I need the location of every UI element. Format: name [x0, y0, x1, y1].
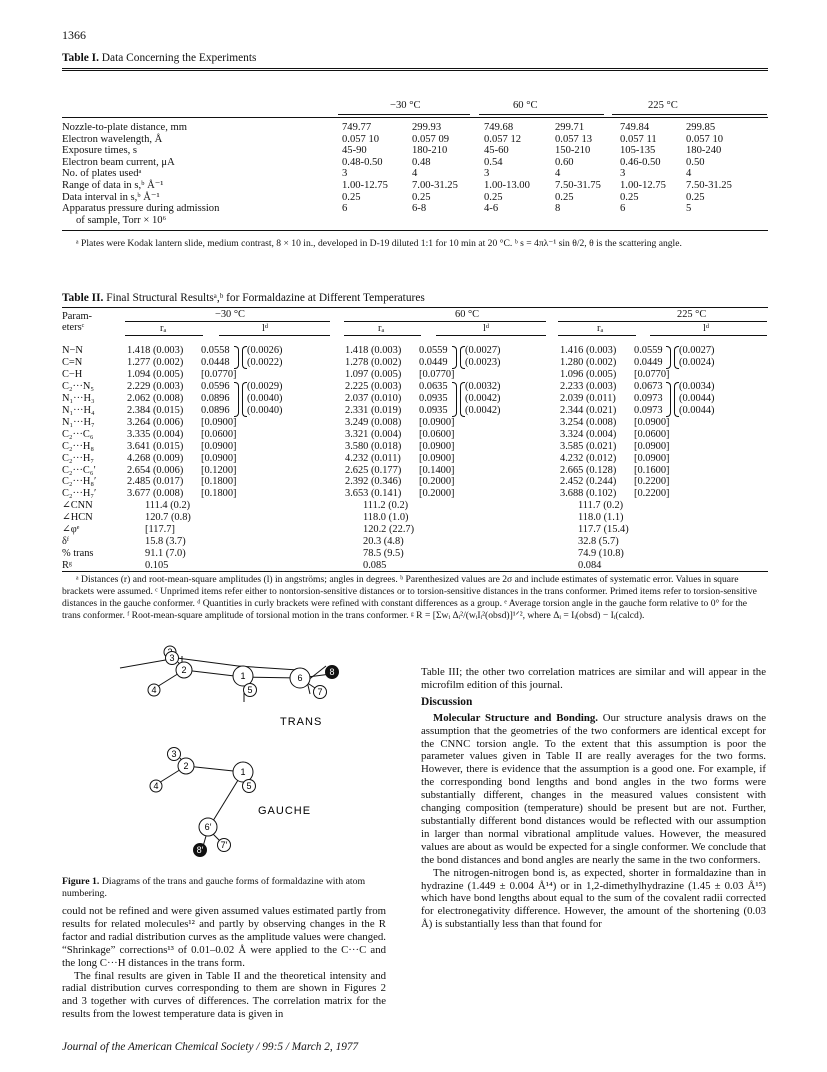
- table2-cell-ra: 32.8 (5.7): [578, 536, 619, 548]
- table2-brace-right: [234, 346, 239, 369]
- table2-brace-value: (0.0042): [465, 404, 501, 416]
- table1-cell: 7.50-31.75: [555, 180, 601, 191]
- table2-brace-right: [452, 346, 457, 369]
- table1-cell: 0.48-0.50: [342, 156, 383, 168]
- figure1-molecules: [140, 650, 400, 860]
- table2-cell-ra: 91.1 (7.0): [145, 548, 186, 560]
- table2-cell-ra: [117.7]: [145, 524, 175, 536]
- table2-cell-l: 0.0673: [634, 380, 663, 392]
- table1-temp-header: −30 °C: [390, 100, 421, 111]
- table2-param: C₂···C₆: [62, 428, 94, 440]
- table2-param: N₁···H₄: [62, 404, 95, 416]
- discussion-paragraph-1-text: Our structure analysis draws on the assumption that the geometries of the two conformers are identical except for the CNNC torsion angle. To the extent that this assumption is poor the parameter values given in Table II are really averages for the two forms. However, there is evidence that the assumption is a good one. For example, if the corresponding bond lengths and bond angles in the two forms were substantially different, changes in the measured values consistent with changing composition (temperature) should be present but are not. Further, substantially different bond distances would be reflected with our assumption in larger than normal vibrational amplitude values. However, the measured values are about as would be expected for a single conformer. We conclude that the bond distances and bond angles are nearly the same in the two conformers.: [421, 711, 766, 866]
- table2-bottom-rule: [62, 571, 768, 572]
- table2-cell-l: [0.1200]: [201, 464, 237, 476]
- table1-row-label: Data interval in s,ᵇ Å⁻¹: [62, 191, 160, 203]
- table2-cell-l: 0.0973: [634, 392, 663, 404]
- table2-cell-ra: 3.688 (0.102): [560, 488, 617, 500]
- svg-text:6′: 6′: [204, 822, 212, 832]
- left-paragraph-2: The final results are given in Table II and the theoretical intensity and radial distribution curves corresponding to them are shown in Figures 2 and 3 together with curves of differences. The correlation matrix for the results from the lowest temperature data is given in: [62, 969, 386, 1021]
- table1-cell: 0.057 10: [342, 133, 380, 145]
- table2-brace-value: (0.0023): [465, 356, 501, 368]
- table2-brace-value: (0.0027): [679, 345, 715, 356]
- table2-param: C₂···H₇: [62, 452, 95, 464]
- table2-param: C₂···H₇′: [62, 488, 97, 500]
- table2-cell-l: [0.0900]: [419, 440, 455, 452]
- table2-cell-ra: 2.225 (0.003): [345, 380, 402, 392]
- table1-cell: 0.46-0.50: [620, 156, 661, 168]
- table2-header-rule: [344, 321, 546, 322]
- table2-param: C₂···H₈′: [62, 476, 97, 488]
- table2-param: Rᵍ: [62, 560, 73, 572]
- table1-cell: 1.00-13.00: [484, 180, 530, 191]
- table1-row-label: Apparatus pressure during admission: [62, 203, 220, 215]
- table1-cell: 0.057 12: [484, 133, 522, 145]
- table2-sub-header-ra: rₐ: [378, 323, 385, 334]
- table2-cell-ra: 0.084: [578, 560, 602, 572]
- right-column-text: [421, 666, 766, 931]
- table1-cell: 105-135: [620, 145, 656, 157]
- table2-cell-ra: 1.096 (0.005): [560, 368, 617, 380]
- table2-cell-ra: 74.9 (10.8): [578, 548, 624, 560]
- svg-text:2: 2: [183, 761, 189, 771]
- table1-cell: 6: [342, 203, 348, 215]
- table2-caption-text: Final Structural Resultsᵃ,ᵇ for Formaldazine at Different Temperatures: [106, 292, 425, 304]
- table2-sub-header-l: lᵈ: [262, 323, 269, 334]
- table2-cell-l: [0.0600]: [634, 428, 670, 440]
- discussion-paragraph-2: The nitrogen-nitrogen bond is, as expected, shorter in formaldazine than in hydrazine (1.449 ± 0.004 Å¹⁴) or in 1,2-dimethylhydrazine (1.45 ± 0.03 Å¹⁵) which have bond lengths about equal to the sum of the covalent radii corrected for electronegativity difference. However, the amount of the shortening (0.03 Å) is substantially less than that found for: [421, 866, 766, 931]
- table1-temp-header: 225 °C: [648, 100, 678, 111]
- svg-text:5: 5: [246, 781, 252, 791]
- table2-cell-ra: 117.7 (15.4): [578, 524, 629, 536]
- svg-text:7: 7: [317, 687, 323, 697]
- atom-4-gauche: [150, 780, 162, 792]
- svg-text:4: 4: [153, 781, 159, 791]
- table2-subheader-rule: [650, 335, 767, 336]
- table2-cell-l: 0.0896: [201, 392, 230, 404]
- table1-cell: 0.48: [412, 156, 431, 168]
- table2-cell-ra: 2.452 (0.244): [560, 476, 617, 488]
- table2-cell-l: 0.0935: [419, 392, 448, 404]
- table2-brace-value: (0.0044): [679, 392, 715, 404]
- table2-temp-header: 60 °C: [455, 309, 480, 320]
- table2-cell-ra: 2.229 (0.003): [127, 380, 184, 392]
- table2-param: ∠φᵉ: [62, 524, 80, 536]
- table2-cell-l: [0.2200]: [634, 476, 670, 488]
- table1-cell: 0.25: [686, 191, 705, 203]
- table2-brace-value: (0.0029): [247, 380, 283, 392]
- table2-cell-ra: 120.2 (22.7): [363, 524, 415, 536]
- table2-param: ∠HCN: [62, 512, 93, 524]
- atom-2: [176, 662, 192, 678]
- table2-cell-l: [0.2000]: [419, 488, 455, 500]
- atom-8p-gauche: [194, 844, 207, 857]
- table1-cell: 7.50-31.25: [686, 180, 732, 191]
- table1-cell: 0.50: [686, 156, 705, 168]
- svg-text:5: 5: [247, 685, 253, 695]
- table2-cell-ra: 3.677 (0.008): [127, 488, 184, 500]
- svg-text:6: 6: [297, 673, 303, 683]
- table2-brace-value: (0.0027): [465, 345, 501, 356]
- svg-text:1: 1: [240, 767, 246, 777]
- table1-cell: 4: [412, 168, 418, 180]
- table2-temp-header: −30 °C: [215, 309, 245, 320]
- table2-footnote: ᵃ Distances (r) and root-mean-square amplitudes (l) in angströms; angles in degrees. ᵇ Parenthesized values are 2σ and include estimates of systematic error. Values in square brackets were assumed. ᶜ Unprimed items refer either to nontorsion-sensitive distances or to torsion-sensitive distances in the trans conformer. Primed items refer to torsion-sensitive distances in the gauche conformer. ᵈ Quantities in curly brackets were refined with constant differences as a group. ᵉ Average torsion angle in the gauche form relative to 0° for the trans conformer. ᶠ Root-mean-square amplitude of torsional motion in the trans conformer. ᵍ R = [Σwᵢ Δᵢ²/(wᵢIᵢ²(obsd)]¹ᐟ², where Δᵢ = Iᵢ(obsd) − Iᵢ(calcd).: [62, 574, 757, 621]
- table2-cell-ra: 15.8 (3.7): [145, 536, 186, 548]
- svg-text:8: 8: [329, 667, 335, 677]
- table1-cell: 0.057 09: [412, 133, 450, 145]
- table1-cell: 0.54: [484, 156, 503, 168]
- table2-cell-ra: 1.418 (0.003): [127, 345, 184, 356]
- table2-cell-l: 0.0973: [634, 404, 663, 416]
- right-paragraph-top: Table III; the other two correlation matrices are similar and will appear in the microfilm edition of this journal.: [421, 666, 766, 691]
- table2-cell-ra: 3.254 (0.008): [560, 416, 617, 428]
- table2-subheader-rule: [344, 335, 421, 336]
- table1-cell: 0.057 10: [686, 133, 724, 145]
- table2-caption-label: Table II.: [62, 292, 104, 304]
- table2-param-header: Param-: [62, 311, 93, 322]
- table1-cell: 8: [555, 203, 561, 215]
- table2-sub-header-l: lᵈ: [703, 323, 710, 334]
- table1-cell: 299.93: [412, 122, 442, 133]
- table1-cell: 3: [342, 168, 348, 180]
- table1-cell: 4: [686, 168, 692, 180]
- table1-cell: 0.25: [412, 191, 431, 203]
- figure1-caption: [62, 876, 388, 899]
- svg-text:8′: 8′: [196, 845, 204, 855]
- table2-cell-ra: 120.7 (0.8): [145, 512, 191, 524]
- table2-param: N₁···H₃: [62, 392, 95, 404]
- discussion-paragraph-1: [421, 712, 766, 867]
- table2-brace-value: (0.0044): [679, 404, 715, 416]
- trans-label: TRANS: [280, 716, 323, 728]
- figure1-caption-label: Figure 1.: [62, 876, 100, 887]
- table1-cell: 1.00-12.75: [342, 180, 388, 191]
- table2-cell-l: 0.0449: [419, 356, 448, 368]
- table2-cell-ra: 118.0 (1.1): [578, 512, 624, 524]
- table2-param: ∠CNN: [62, 500, 93, 512]
- table2-brace-value: (0.0026): [247, 345, 283, 356]
- table1-cell: 5: [686, 203, 692, 215]
- table1-row-label: No. of plates usedᵃ: [62, 168, 142, 180]
- table1-cell: 0.25: [342, 191, 361, 203]
- table2-cell-l: [0.0900]: [634, 416, 670, 428]
- svg-text:3: 3: [169, 653, 175, 663]
- atom-5: [244, 684, 257, 697]
- svg-text:7′: 7′: [220, 840, 228, 850]
- table1-cell: 180-240: [686, 145, 722, 157]
- table2-cell-l: [0.1400]: [419, 464, 455, 476]
- table2-cell-l: [0.2000]: [419, 476, 455, 488]
- gauche-label: GAUCHE: [258, 805, 312, 817]
- table2-cell-l: [0.2200]: [634, 488, 670, 500]
- table2-brace-value: (0.0040): [247, 404, 283, 416]
- table2-param: % trans: [62, 548, 94, 560]
- table2-brace-value: (0.0040): [247, 392, 283, 404]
- table2-cell-ra: 3.249 (0.008): [345, 416, 402, 428]
- table1-row-label: Range of data in s,ᵇ Å⁻¹: [62, 180, 164, 191]
- table1-cell: 299.71: [555, 122, 585, 133]
- table2-cell-ra: 2.392 (0.346): [345, 476, 402, 488]
- table2-subheader-rule: [436, 335, 546, 336]
- atom-3-gauche: [168, 748, 181, 761]
- table1-cell: 6: [620, 203, 626, 215]
- table2-cell-ra: 111.2 (0.2): [363, 500, 409, 512]
- journal-footer: Journal of the American Chemical Society / 99:5 / March 2, 1977: [62, 1041, 359, 1053]
- table1-cell: 150-210: [555, 145, 591, 157]
- gauche-atom-labels: [150, 748, 256, 857]
- table1-cell: 7.00-31.25: [412, 180, 458, 191]
- table2-subheader-rule: [558, 335, 636, 336]
- table1-caption-label: Table I.: [62, 52, 99, 64]
- table2-cell-l: 0.0896: [201, 404, 230, 416]
- table2-cell-ra: 2.331 (0.019): [345, 404, 402, 416]
- atom-7p-gauche: [218, 839, 231, 852]
- table2-cell-l: [0.1800]: [201, 488, 237, 500]
- atom-4: [148, 684, 160, 696]
- table1-cell: 0.25: [620, 191, 639, 203]
- table1-temp-header: 60 °C: [513, 100, 538, 111]
- table2-cell-l: [0.0770]: [419, 368, 455, 380]
- atom-1-gauche: [233, 762, 253, 782]
- table2-cell-ra: 4.232 (0.011): [345, 452, 401, 464]
- table2-cell-l: 0.0559: [419, 345, 448, 356]
- table1-cell: 0.25: [555, 191, 574, 203]
- table2-cell-l: 0.0448: [201, 356, 230, 368]
- table2-subheader-rule: [219, 335, 330, 336]
- table2-cell-ra: 2.485 (0.017): [127, 476, 184, 488]
- table2-cell-ra: 4.232 (0.012): [560, 452, 617, 464]
- table2-cell-ra: 118.0 (1.0): [363, 512, 409, 524]
- table2-param: C₂···N₅: [62, 380, 95, 392]
- table2-cell-ra: 2.625 (0.177): [345, 464, 402, 476]
- table2-cell-l: [0.0900]: [201, 452, 237, 464]
- table1-cell: 4-6: [484, 203, 499, 215]
- table2-cell-ra: 2.039 (0.011): [560, 392, 616, 404]
- table2-cell-ra: 1.280 (0.002): [560, 356, 617, 368]
- table2-top-rule: [62, 307, 768, 308]
- table1-cell: 45-60: [484, 145, 509, 157]
- table2-param: C=N: [62, 356, 83, 368]
- table2-temp-header: 225 °C: [677, 309, 707, 320]
- table2-cell-ra: 2.062 (0.008): [127, 392, 184, 404]
- table2-cell-ra: 2.654 (0.006): [127, 464, 184, 476]
- table1-footnote: ᵃ Plates were Kodak lantern slide, medium contrast, 8 × 10 in., developed in D-19 diluted 1:1 for 10 min at 20 °C. ᵇ s = 4πλ⁻¹ sin θ/2, θ is the scattering angle.: [76, 238, 682, 249]
- table1-row-label: Exposure times, s: [62, 145, 138, 157]
- table1-cell: 6-8: [412, 203, 427, 215]
- table2-cell-l: [0.0900]: [201, 416, 237, 428]
- table2-brace-right: [452, 382, 457, 417]
- table2-cell-ra: 78.5 (9.5): [363, 548, 404, 560]
- atom-2-gauche: [178, 758, 194, 774]
- discussion-subheading: Molecular Structure and Bonding.: [433, 711, 598, 724]
- table1-cell: 180-210: [412, 145, 448, 157]
- table1-cell: 3: [484, 168, 490, 180]
- svg-text:4: 4: [151, 685, 157, 695]
- discussion-heading: Discussion: [421, 695, 473, 708]
- table1-cell: 0.60: [555, 156, 574, 168]
- table2-subheader-rule: [125, 335, 203, 336]
- table2-param: δᶠ: [62, 536, 70, 548]
- table2-cell-ra: 2.037 (0.010): [345, 392, 402, 404]
- table1-cell: 1.00-12.75: [620, 180, 666, 191]
- svg-text:2: 2: [181, 665, 187, 675]
- table2-cell-l: 0.0449: [634, 356, 663, 368]
- table2-cell-l: [0.0900]: [419, 416, 455, 428]
- table2-cell-ra: 3.653 (0.141): [345, 488, 402, 500]
- table2-param: C₂···H₈: [62, 440, 95, 452]
- atom-7: [314, 686, 327, 699]
- atom-5-gauche: [243, 780, 256, 793]
- table2-cell-l: 0.0558: [201, 345, 230, 356]
- table2-cell-l: 0.0596: [201, 380, 230, 392]
- table2-cell-ra: 2.665 (0.128): [560, 464, 617, 476]
- table2-cell-ra: 111.7 (0.2): [578, 500, 624, 512]
- table2-cell-l: [0.0770]: [201, 368, 237, 380]
- table2-cell-l: [0.1600]: [634, 464, 670, 476]
- table1-cell: 0.057 13: [555, 133, 593, 145]
- table2-cell-l: 0.0935: [419, 404, 448, 416]
- table2-cell-l: [0.0600]: [201, 428, 237, 440]
- table2-brace-right: [666, 382, 671, 417]
- table2-cell-l: [0.0770]: [634, 368, 670, 380]
- figure1-caption-text: Diagrams of the trans and gauche forms of formaldazine with atom numbering.: [62, 876, 366, 899]
- table2-param: C₂···C₆′: [62, 464, 96, 476]
- table2-cell-ra: 3.335 (0.004): [127, 428, 184, 440]
- table2-cell-l: 0.0559: [634, 345, 663, 356]
- table2-cell-ra: 1.277 (0.002): [127, 356, 184, 368]
- table2-cell-ra: 2.233 (0.003): [560, 380, 617, 392]
- table2-cell-l: 0.0635: [419, 380, 448, 392]
- table2-param: N−N: [62, 345, 83, 356]
- table2-cell-ra: 1.094 (0.005): [127, 368, 184, 380]
- atom-6p-gauche: [199, 818, 217, 836]
- table2-brace-value: (0.0042): [465, 392, 501, 404]
- table2-cell-ra: 20.3 (4.8): [363, 536, 404, 548]
- table1-row-label: Electron wavelength, Å: [62, 133, 163, 145]
- table2-param: N₁···H₇: [62, 416, 95, 428]
- table2-sub-header-l: lᵈ: [483, 323, 490, 334]
- table1-cell: 749.68: [484, 122, 514, 133]
- table2-cell-l: [0.0600]: [419, 428, 455, 440]
- atom-8: [326, 666, 339, 679]
- table2-cell-ra: 3.580 (0.018): [345, 440, 402, 452]
- table1-cell: 0.057 11: [620, 133, 657, 145]
- page-number: 1366: [62, 28, 86, 42]
- table2-cell-ra: 2.344 (0.021): [560, 404, 617, 416]
- atom-3: [166, 652, 179, 665]
- table2-cell-l: [0.1800]: [201, 476, 237, 488]
- table2-cell-ra: 0.105: [145, 560, 169, 572]
- table1-row-label: Nozzle-to-plate distance, mm: [62, 122, 188, 133]
- left-paragraph-1: could not be refined and were given assumed values estimated partly from results for related molecules¹² and partly by observing changes in the R factor and radial distribution curves as the amplitude values were changed. “Shrinkage” corrections¹³ of 0.01–0.02 Å were applied to the C···C and the long C···H distances in the trans form.: [62, 905, 386, 969]
- table2-brace-value: (0.0032): [465, 380, 501, 392]
- table1-row-label: of sample, Torr × 10⁶: [76, 214, 167, 226]
- table2-cell-ra: 0.085: [363, 560, 387, 572]
- table1-cell: 299.85: [686, 122, 716, 133]
- table1-cell: 3: [620, 168, 626, 180]
- svg-text:3: 3: [171, 749, 177, 759]
- table1-caption-text: Data Concerning the Experiments: [101, 52, 257, 64]
- table1-row-label: Electron beam current, μA: [62, 156, 175, 168]
- table2-header-rule: [125, 321, 330, 322]
- left-column-text: [62, 905, 386, 1021]
- table1-cell: 0.25: [484, 191, 503, 203]
- table1-cell: 45-90: [342, 145, 367, 157]
- table2-brace-value: (0.0022): [247, 356, 283, 368]
- table2-header-rule: [558, 321, 767, 322]
- table2-param-header-2: etersᶜ: [62, 322, 85, 333]
- table2-cell-ra: 1.278 (0.002): [345, 356, 402, 368]
- table2-brace-value: (0.0034): [679, 380, 715, 392]
- table2-cell-ra: 111.4 (0.2): [145, 500, 191, 512]
- table2-cell-l: [0.0900]: [201, 440, 237, 452]
- table2-cell-ra: 3.585 (0.021): [560, 440, 617, 452]
- table2-brace-value: (0.0024): [679, 356, 715, 368]
- table2-sub-header-ra: rₐ: [160, 323, 167, 334]
- table2-cell-ra: 1.416 (0.003): [560, 345, 617, 356]
- table2-param: C−H: [62, 368, 83, 380]
- table1-cell: 749.84: [620, 122, 650, 133]
- table2-cell-l: [0.0900]: [634, 440, 670, 452]
- table2-brace-right: [234, 382, 239, 417]
- table2-brace-right: [666, 346, 671, 369]
- table2-sub-header-ra: rₐ: [597, 323, 604, 334]
- table2-cell-l: [0.0900]: [634, 452, 670, 464]
- svg-text:1: 1: [240, 671, 246, 681]
- table2-cell-ra: 3.324 (0.004): [560, 428, 617, 440]
- table2-cell-ra: 1.418 (0.003): [345, 345, 402, 356]
- table2-cell-l: [0.0900]: [419, 452, 455, 464]
- table2-cell-ra: 3.641 (0.015): [127, 440, 184, 452]
- table2-cell-ra: 3.264 (0.006): [127, 416, 184, 428]
- table1-cell: 749.77: [342, 122, 372, 133]
- table2-cell-ra: 3.321 (0.004): [345, 428, 402, 440]
- table2-cell-ra: 1.097 (0.005): [345, 368, 402, 380]
- table1-cell: 4: [555, 168, 561, 180]
- atom-6: [290, 668, 310, 688]
- table2-cell-ra: 2.384 (0.015): [127, 404, 184, 416]
- table2-cell-ra: 4.268 (0.009): [127, 452, 184, 464]
